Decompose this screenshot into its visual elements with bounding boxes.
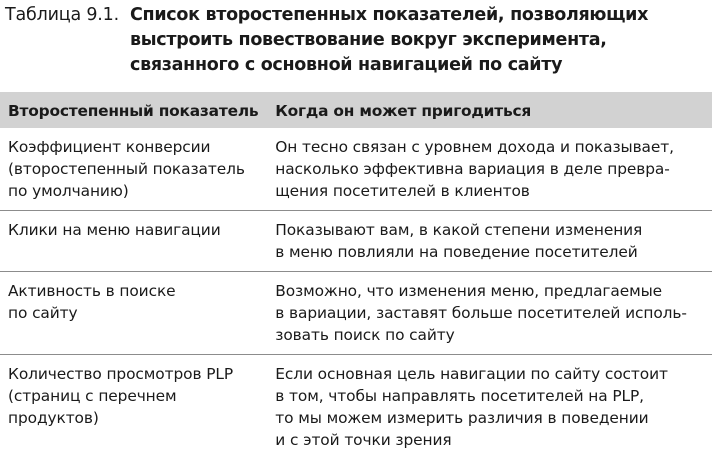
metric-cell: [0, 355, 267, 459]
cell-line: Возможно, что изменения меню, предлагаемые: [275, 280, 704, 302]
cell-line: Коэффициент конверсии: [8, 136, 259, 158]
cell-line: Если основная цель навигации по сайту состоит: [275, 363, 704, 385]
cell-line: Активность в поиске: [8, 280, 259, 302]
metric-cell: [0, 272, 267, 355]
table-row: [0, 355, 712, 459]
table-title: [130, 3, 700, 78]
table-number: Таблица 9.1.: [5, 3, 119, 28]
table-row: [0, 272, 712, 355]
table-title-line: выстроить повествование вокруг эксперимента,: [130, 28, 700, 53]
cell-line: Клики на меню навигации: [8, 219, 259, 241]
table-row: [0, 128, 712, 211]
cell-line: в вариации, заставят больше посетителей исполь-: [275, 302, 704, 324]
metrics-table: [0, 92, 712, 459]
cell-line: Показывают вам, в какой степени изменения: [275, 219, 704, 241]
usefulness-cell: [267, 355, 712, 459]
table-row: [0, 211, 712, 272]
table-title-line: связанного с основной навигацией по сайту: [130, 53, 700, 78]
usefulness-cell: [267, 211, 712, 272]
cell-line: и с этой точки зрения: [275, 429, 704, 451]
column-header-usefulness: Когда он может пригодиться: [267, 92, 712, 128]
cell-line: по умолчанию): [8, 180, 259, 202]
cell-line: по сайту: [8, 302, 259, 324]
column-header-metric: Второстепенный показатель: [0, 92, 267, 128]
usefulness-cell: [267, 128, 712, 211]
cell-line: (второстепенный показатель: [8, 158, 259, 180]
table-header: [0, 92, 712, 128]
cell-line: в меню повлияли на поведение посетителей: [275, 241, 704, 263]
table-title-line: Список второстепенных показателей, позволяющих: [130, 3, 700, 28]
table-body: [0, 128, 712, 459]
cell-line: щения посетителей в клиентов: [275, 180, 704, 202]
cell-line: Количество просмотров PLP: [8, 363, 259, 385]
cell-line: зовать поиск по сайту: [275, 324, 704, 346]
cell-line: в том, чтобы направлять посетителей на PLP,: [275, 385, 704, 407]
metric-cell: [0, 211, 267, 272]
cell-line: продуктов): [8, 407, 259, 429]
cell-line: насколько эффективна вариация в деле превра-: [275, 158, 704, 180]
usefulness-cell: [267, 272, 712, 355]
cell-line: Он тесно связан с уровнем дохода и показывает,: [275, 136, 704, 158]
cell-line: (страниц с перечнем: [8, 385, 259, 407]
metric-cell: [0, 128, 267, 211]
table-header-row: [0, 92, 712, 128]
cell-line: то мы можем измерить различия в поведении: [275, 407, 704, 429]
